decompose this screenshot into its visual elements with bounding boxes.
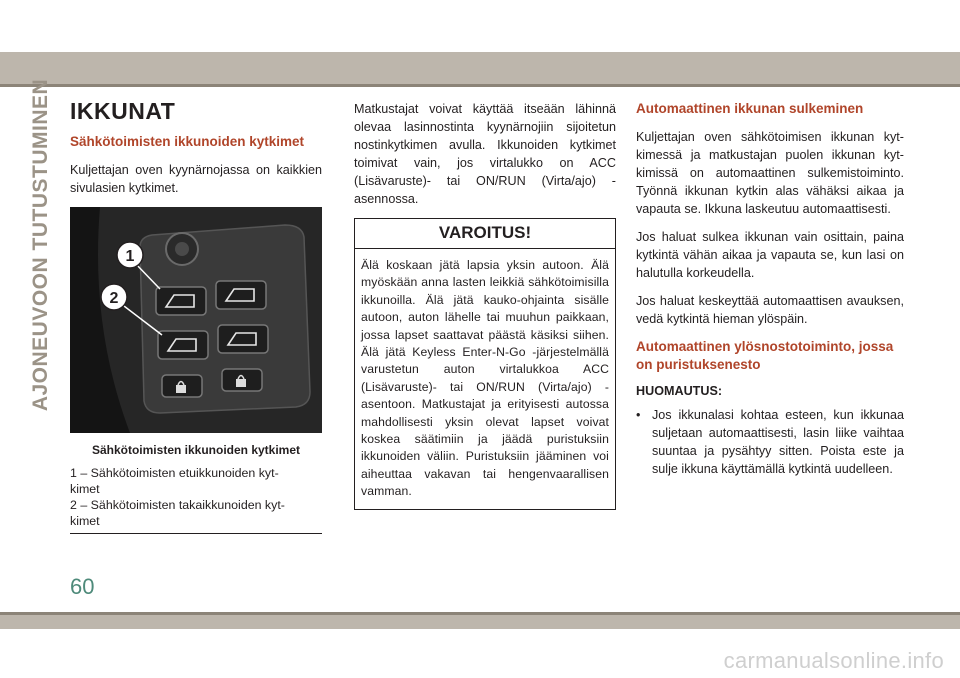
figure-legend bbox=[70, 465, 322, 529]
auto-close-paragraph-1: Kuljettajan oven sähkötoimisen ikkunan kytkimessä ja matkustajan puolen ikkunan kytkimissä on automaattinen sulkemistoiminto. Työnnä ikkunan kytkin alas vähäksi aikaa ja vapauta se. Ikkuna laskeutuu automaattisesti. bbox=[636, 130, 904, 216]
footer-band bbox=[0, 615, 960, 629]
bullet-mark: • bbox=[636, 408, 641, 422]
intro-paragraph: Kuljettajan oven kyynärnojassa on kaikkien sivulasien kytkimet. bbox=[70, 163, 322, 195]
pinch-protection-heading: Automaattinen ylösnostotoiminto, jossa on puristuksenesto bbox=[636, 339, 894, 372]
warning-text: Älä koskaan jätä lapsia yksin autoon. Älä myöskään anna lasten leikkiä sähkötoimisilla ikkunoilla. Älä jätä kauko-ohjainta sisälle autoon, auton lähelle tai muuhun paikkaan, jossa lapset saattavat päästä käsiksi siihen. Älä jätä Keyless Enter-N-Go -järjestelmällä varustetun auton virtalukkoa ACC (Lisävaruste)- tai ON/RUN (Virta/ajo) -asentoon. Matkustajat ja erityisesti autossa mahdollisesti yksin olevat lapset voivat koskea säätimiin ja jäädä puristuksiin ikkunoiden väliin. Puristuksiin jääminen voi aiheuttaa vakavan tai hengenvaarallisen vamman. bbox=[361, 258, 609, 499]
note-bullet-text: Jos ikkunalasi kohtaa esteen, kun ikkunaa suljetaan automaattisesti, lasin liike vaihtaa suuntaa ja pysähtyy sitten. Poista este ja sulje ikkuna käyttämällä kytkintä uudelleen. bbox=[652, 408, 904, 476]
auto-close-paragraph-3: Jos haluat keskeyttää automaattisen avauksen, vedä kytkintä hieman ylöspäin. bbox=[636, 294, 904, 326]
warning-box bbox=[354, 218, 616, 510]
legend-line: 1 – Sähkötoimisten etuikkunoiden kyt- bbox=[70, 466, 279, 480]
column-3 bbox=[636, 100, 904, 478]
header-band bbox=[0, 52, 960, 84]
callout-2-label: 2 bbox=[109, 290, 119, 307]
chapter-side-tab-label: AJONEUVOON TUTUSTUMINEN bbox=[29, 78, 53, 412]
subsection-title: Sähkötoimisten ikkunoiden kytkimet bbox=[70, 134, 305, 149]
chapter-side-tab bbox=[26, 78, 56, 412]
passenger-switch-paragraph: Matkustajat voivat käyttää itseään lähinnä olevaa lasinnostinta kyynärnojiin sijoitetun nostinkytkimen avulla. Ikkunoiden kytkimet toimivat vain, jos virtalukko on ACC (Lisävaruste)- tai ON/RUN (Virta/ajo) -asennossa. bbox=[354, 102, 616, 206]
watermark: carmanualsonline.info bbox=[723, 648, 944, 673]
auto-close-paragraph-2: Jos haluat sulkea ikkunan vain osittain, paina kytkintä vähän aikaa ja vapauta se, kun lasi on halutulla korkeudella. bbox=[636, 230, 904, 280]
legend-rule bbox=[70, 533, 322, 534]
note-label: HUOMAUTUS: bbox=[636, 384, 723, 398]
window-switch-illustration bbox=[70, 207, 322, 433]
auto-close-heading: Automaattinen ikkunan sulkeminen bbox=[636, 101, 864, 116]
note-bullet bbox=[636, 406, 904, 478]
section-title: IKKUNAT bbox=[70, 98, 176, 124]
column-2 bbox=[354, 100, 616, 510]
column-1 bbox=[70, 98, 322, 534]
legend-line: 2 – Sähkötoimisten takaikkunoiden kyt- bbox=[70, 498, 285, 512]
legend-line: kimet bbox=[70, 482, 100, 496]
window-switch-photo bbox=[70, 207, 322, 433]
figure-caption: Sähkötoimisten ikkunoiden kytkimet bbox=[91, 443, 301, 457]
header-rule bbox=[0, 84, 960, 87]
page-number: 60 bbox=[70, 574, 95, 599]
warning-title: VAROITUS! bbox=[355, 219, 615, 249]
legend-line: kimet bbox=[70, 514, 100, 528]
callout-1-label: 1 bbox=[125, 248, 135, 265]
